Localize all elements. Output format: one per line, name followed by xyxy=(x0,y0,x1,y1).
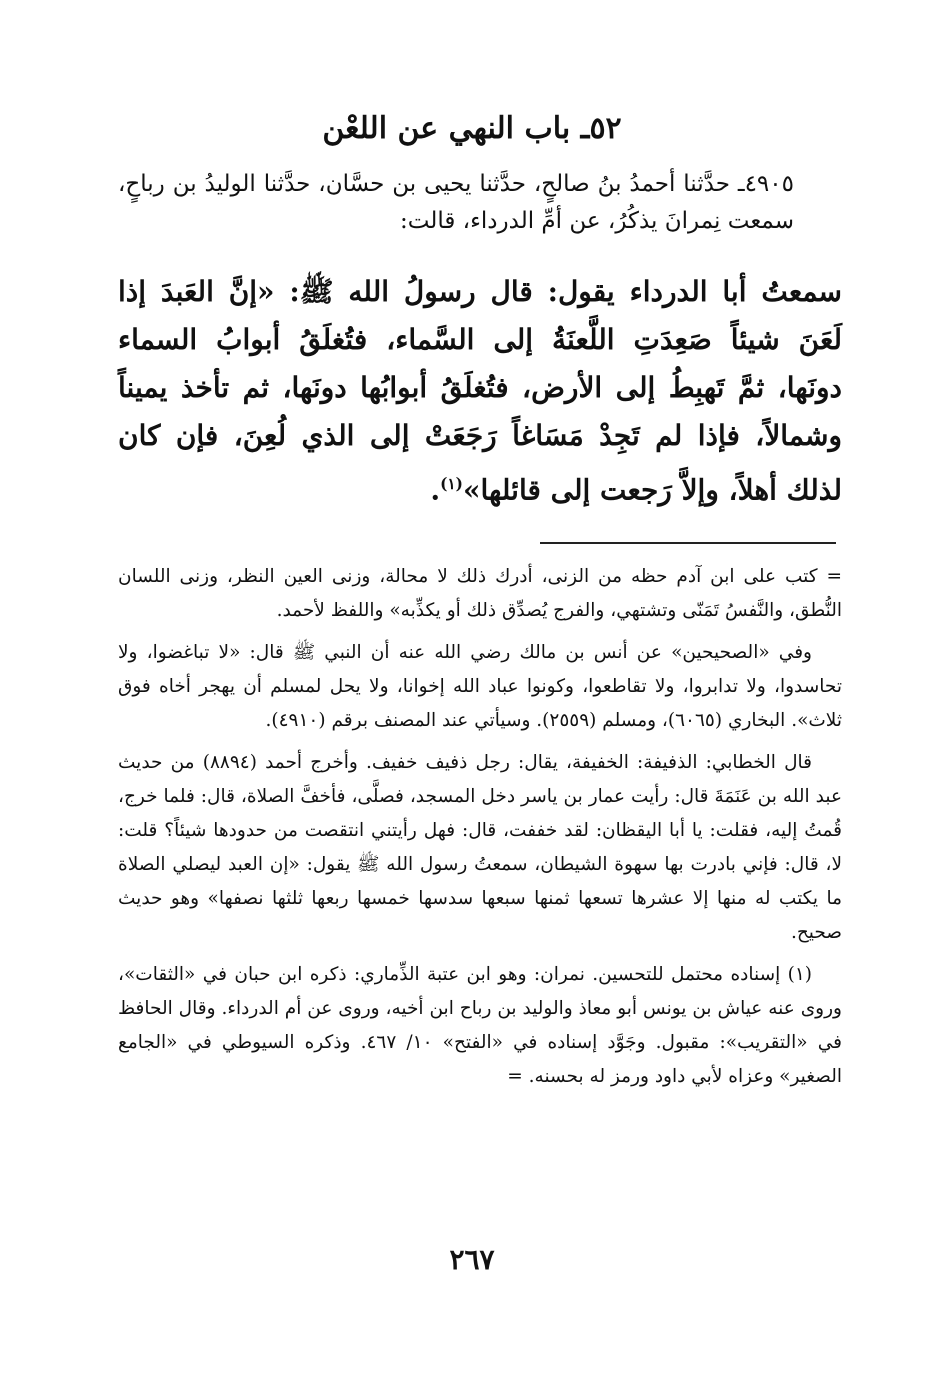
footnote-paragraph: وفي «الصحيحين» عن أنس بن مالك رضي الله عنه أن النبي ﷺ قال: «لا تباغضوا، ولا تحاسدوا، ولا تدابروا، ولا تقاطعوا، وكونوا عباد الله إخوانا، ولا يحل لمسلم أن يهجر أخاه فوق ثلاث». البخاري (٦٠٦٥)، ومسلم (٢٥٥٩). وسيأتي عند المصنف برقم (٤٩١٠). xyxy=(118,642,842,731)
footnote-ref: (١) xyxy=(440,475,463,493)
hadith-body-end: . xyxy=(430,473,441,507)
footnote-1: (١) إسناده محتمل للتحسين. نمران: وهو ابن عتبة الذِّماري: ذكره ابن حبان في «الثقات»، وروى عنه عياش بن يونس أبو معاذ والوليد بن رباح ابن أخيه، وروى عن أم الدرداء. وقال الحافظ في «التقريب»: مقبول. وجَوَّد إسناده في «الفتح» ١٠/ ٤٦٧. وذكره السيوطي في «الجامع الصغير» وعزاه لأبي داود ورمز له بحسنه. = xyxy=(118,964,842,1087)
hadith-chain: ٤٩٠٥ـ حدَّثنا أحمدُ بنُ صالحٍ، حدَّثنا يحيى بن حسَّان، حدَّثنا الوليدُ بن رباحٍ، سمعت نِمرانَ يذكُرُ، عن أمِّ الدرداء، قالت: xyxy=(118,171,794,234)
hadith-body-text: سمعتُ أبا الدرداء يقول: قال رسولُ الله ﷺ: «إنَّ العَبدَ إذا لَعَنَ شيئاً صَعِدَتِ اللَّعنَةُ إلى السَّماء، فتُغلَقُ أبوابُ السماء دونَها، ثمَّ تَهبِطُ إلى الأرض، فتُغلَقُ أبوابُها دونَها، ثم تأخذ يميناً وشمالاً، فإذا لم تَجِدْ مَسَاغاً رَجَعَتْ إلى الذي لُعِنَ، فإن كان لذلك أهلاً، وإلاَّ رَجعت إلى قائلها» xyxy=(118,275,842,507)
footnote-divider xyxy=(540,542,836,544)
chapter-title: ٥٢ـ باب النهي عن اللعْن xyxy=(322,111,622,146)
footnote-paragraph: قال الخطابي: الذفيفة: الخفيفة، يقال: رجل ذفيف خفيف. وأخرج أحمد (٨٨٩٤) من حديث عبد الله بن عَنَمَةَ قال: رأيت عمار بن ياسر دخل المسجد، فصلَّى، فأخفَّ الصلاة، قال: فلما خرج، قُمتُ إليه، فقلت: يا أبا اليقظان: لقد خففت، قال: فهل رأيتني انتقصت من حدودها شيئاً؟ قلت: لا، قال: فإني بادرت بها سهوة الشيطان، سمعتُ رسول الله ﷺ يقول: «إن العبد ليصلي الصلاة ما يكتب له منها إلا عشرها تسعها ثمنها سبعها سدسها خمسها ربعها ثلثها نصفها» وهو حديث صحيح. xyxy=(118,752,842,943)
footnotes xyxy=(118,560,842,1102)
footnote-continuation: = كتب على ابن آدم حظه من الزنى، أدرك ذلك لا محالة، وزنى العين النظر، وزنى اللسان النُّطق، والنَّفسُ تَمَنّى وتشتهي، والفرج يُصدِّق ذلك أو يكذِّبه» واللفظ لأحمد. xyxy=(118,566,842,621)
hadith-text xyxy=(118,268,842,514)
page-number: ٢٦٧ xyxy=(449,1243,495,1276)
